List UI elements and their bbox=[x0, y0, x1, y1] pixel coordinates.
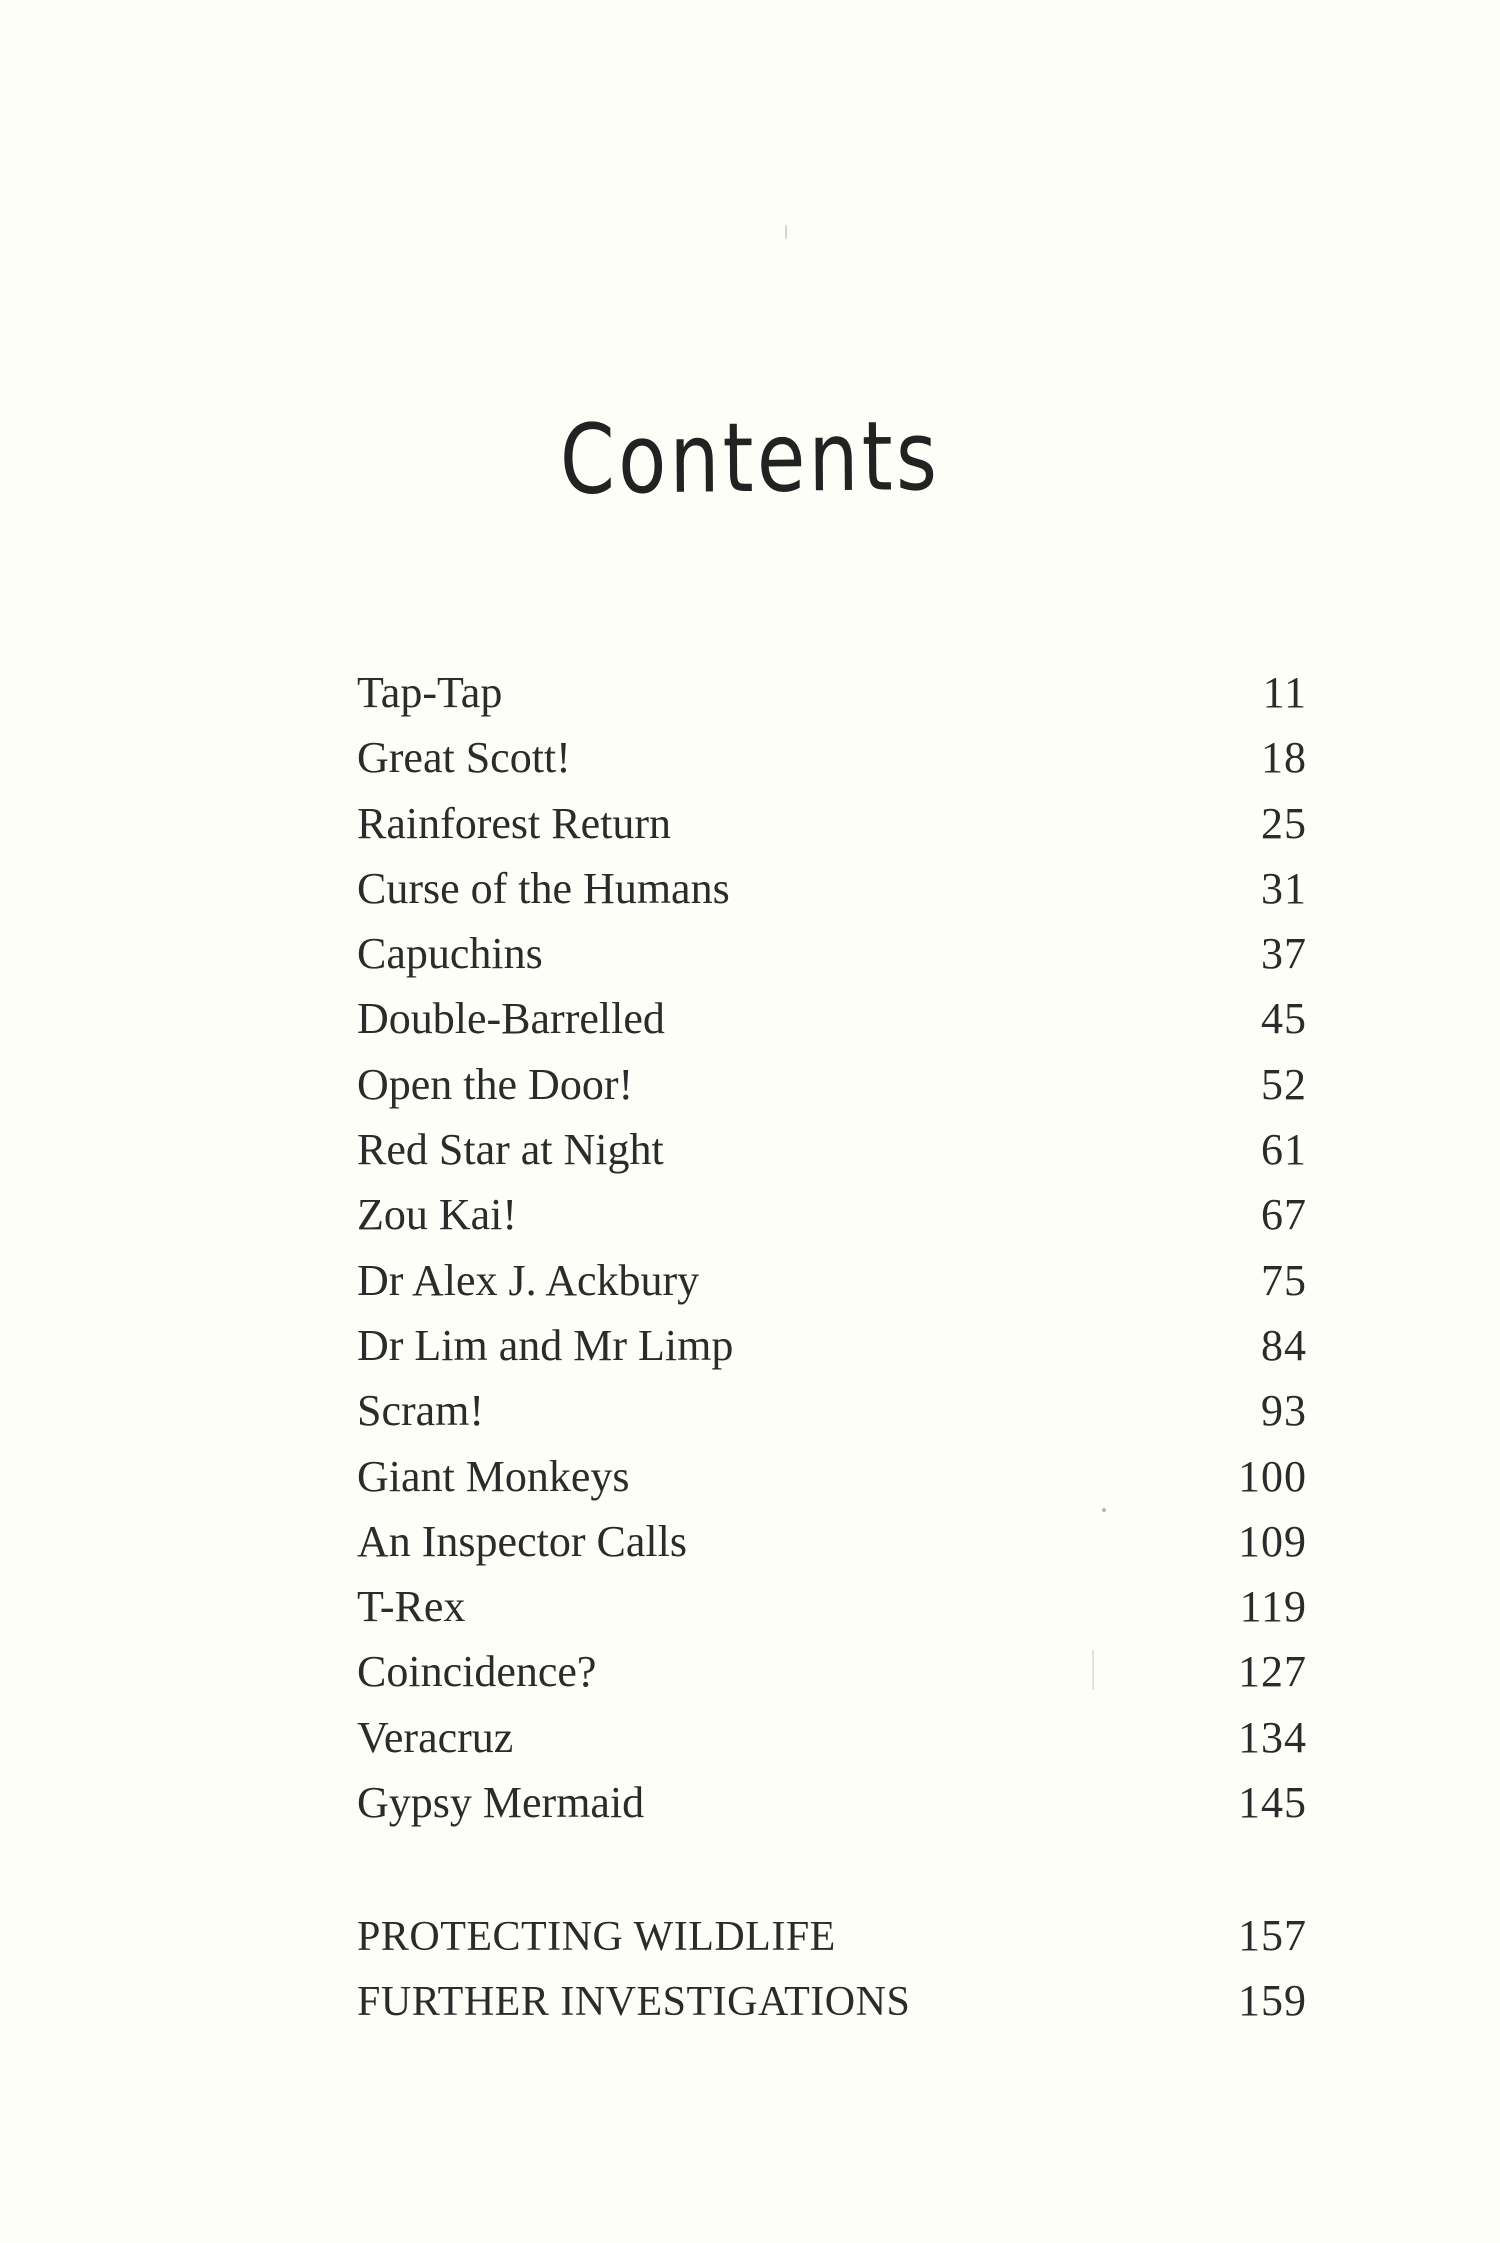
toc-entry[interactable] bbox=[357, 921, 1307, 986]
chapter-title: Capuchins bbox=[357, 929, 543, 979]
chapter-title: Double-Barrelled bbox=[357, 994, 665, 1044]
toc-entry[interactable] bbox=[357, 1248, 1307, 1313]
appendix-title: FURTHER INVESTIGATIONS bbox=[357, 1979, 911, 2026]
chapter-title: Coincidence? bbox=[357, 1647, 597, 1697]
toc-entry[interactable] bbox=[357, 856, 1307, 921]
toc-entry[interactable] bbox=[357, 791, 1307, 856]
toc-entry[interactable] bbox=[357, 1574, 1307, 1639]
page-number: 52 bbox=[1261, 1059, 1307, 1109]
toc-entry[interactable] bbox=[357, 660, 1307, 725]
page-number: 18 bbox=[1261, 733, 1307, 783]
toc-entry[interactable] bbox=[357, 1968, 1307, 2033]
page-number: 119 bbox=[1239, 1582, 1307, 1632]
toc-entry[interactable] bbox=[357, 1444, 1307, 1509]
page-number: 61 bbox=[1261, 1125, 1307, 1175]
page-number: 127 bbox=[1238, 1647, 1307, 1697]
paper-speck bbox=[1092, 1650, 1094, 1690]
page-number: 134 bbox=[1238, 1712, 1307, 1762]
chapter-title: Gypsy Mermaid bbox=[357, 1778, 645, 1828]
toc-entry[interactable] bbox=[357, 1705, 1307, 1770]
chapter-title: Dr Lim and Mr Limp bbox=[357, 1320, 734, 1370]
page-number: 100 bbox=[1238, 1451, 1307, 1501]
toc-entry[interactable] bbox=[357, 725, 1307, 790]
page-number: 93 bbox=[1261, 1386, 1307, 1436]
toc-entry[interactable] bbox=[357, 1117, 1307, 1182]
page-number: 37 bbox=[1261, 929, 1307, 979]
page-number: 25 bbox=[1261, 798, 1307, 848]
appendix-title: PROTECTING WILDLIFE bbox=[357, 1914, 836, 1960]
page-number: 159 bbox=[1238, 1976, 1307, 2026]
page-number: 145 bbox=[1238, 1778, 1307, 1828]
chapter-list bbox=[357, 660, 1307, 1835]
toc-entry[interactable] bbox=[357, 1313, 1307, 1378]
page-number: 67 bbox=[1261, 1190, 1307, 1240]
chapter-title: Curse of the Humans bbox=[357, 863, 730, 913]
toc-entry[interactable] bbox=[357, 1903, 1307, 1968]
chapter-title: Open the Door! bbox=[357, 1059, 634, 1109]
chapter-title: Dr Alex J. Ackbury bbox=[357, 1255, 700, 1305]
page-number: 157 bbox=[1238, 1911, 1307, 1960]
page-number: 45 bbox=[1261, 994, 1307, 1044]
appendix-list bbox=[357, 1903, 1307, 2034]
chapter-title: An Inspector Calls bbox=[357, 1516, 687, 1566]
page-number: 31 bbox=[1261, 863, 1307, 913]
page-number: 75 bbox=[1261, 1255, 1307, 1305]
toc-entry[interactable] bbox=[357, 986, 1307, 1051]
page-number: 84 bbox=[1261, 1320, 1307, 1370]
paper-speck bbox=[785, 225, 787, 239]
chapter-title: Tap-Tap bbox=[357, 668, 503, 717]
chapter-title: Scram! bbox=[357, 1386, 485, 1436]
toc-entry[interactable] bbox=[357, 1770, 1307, 1835]
chapter-title: Red Star at Night bbox=[357, 1125, 664, 1175]
toc-entry[interactable] bbox=[357, 1509, 1307, 1574]
page-number: 109 bbox=[1238, 1516, 1307, 1566]
chapter-title: Giant Monkeys bbox=[357, 1451, 630, 1501]
toc-entry[interactable] bbox=[357, 1639, 1307, 1704]
paper-speck bbox=[1102, 1508, 1106, 1512]
page-title: Contents bbox=[559, 399, 941, 517]
toc-entry[interactable] bbox=[357, 1182, 1307, 1247]
toc-entry[interactable] bbox=[357, 1052, 1307, 1117]
chapter-title: Veracruz bbox=[357, 1712, 514, 1762]
toc-entry[interactable] bbox=[357, 1378, 1307, 1443]
page-number: 11 bbox=[1262, 668, 1307, 717]
chapter-title: Rainforest Return bbox=[357, 798, 672, 848]
chapter-title: Great Scott! bbox=[357, 733, 571, 783]
chapter-title: Zou Kai! bbox=[357, 1190, 518, 1240]
chapter-title: T-Rex bbox=[357, 1582, 466, 1632]
